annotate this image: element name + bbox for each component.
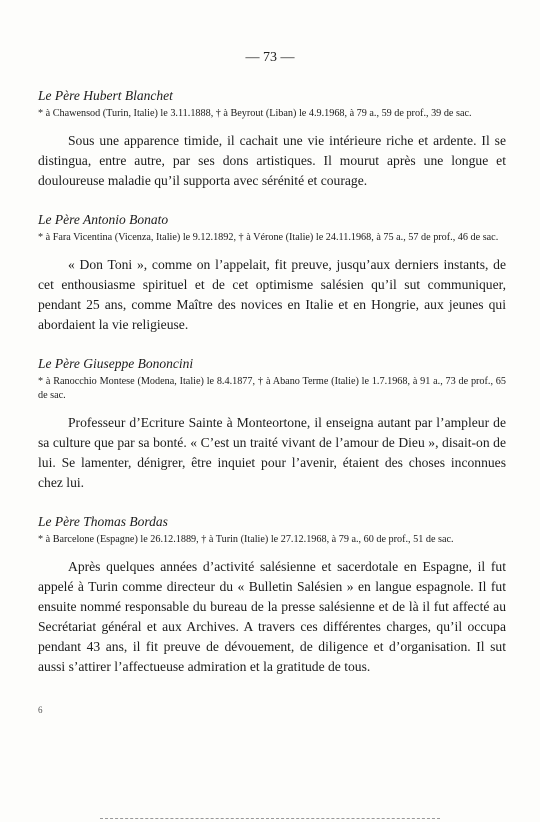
entry-bio: « Don Toni », comme on l’appelait, fit preuve, jusqu’aux derniers instants, de cet enthousiasme spirituel et de cet optimisme salésien qu’il sut communiquer, pendant 25 ans, comme Maître des novices en Italie et en Hongrie, aux jeunes qui abordaient la vie religieuse. [38, 257, 506, 332]
page-number: — 73 — [245, 50, 295, 65]
entry-dates: * à Barcelone (Espagne) le 26.12.1889, † à Turin (Italie) le 27.12.1968, à 79 a., 60 de prof., 51 de sac. [38, 534, 454, 545]
entry-bio: Après quelques années d’activité salésienne et sacerdotale en Espagne, il fut appelé à Turin comme directeur du « Bulletin Salésien » en langue espagnole. Il fut ensuite nommé responsable du bureau de la presse salésienne et de là il fut affecté au Secrétariat général et aux Archives. A travers ces différentes charges, qu’il occupa pendant 43 ans, il fit preuve de dévouement, de diligence et d’organisation. Il sut aussi s’attirer l’affectueuse admiration et la gratitude de tous. [38, 559, 506, 674]
signature-mark: 6 [38, 705, 43, 715]
entry-name: Le Père Thomas Bordas [38, 514, 168, 529]
entry-dates: * à Ranocchio Montese (Modena, Italie) le 8.4.1877, † à Abano Terme (Italie) le 1.7.1968, à 91 a., 73 de prof., 65 de sac. [38, 376, 506, 401]
entry-name: Le Père Giuseppe Bononcini [38, 356, 194, 371]
entry-dates: * à Fara Vicentina (Vicenza, Italie) le 9.12.1892, † à Vérone (Italie) le 24.11.1968, à 75 a., 57 de prof., 46 de sac. [38, 232, 499, 243]
obituary-entry-bonato [38, 212, 506, 335]
obituary-list [38, 88, 506, 698]
entry-name: Le Père Antonio Bonato [38, 212, 169, 227]
page-bottom-rule [100, 818, 440, 819]
obituary-entry-bononcini [38, 356, 506, 493]
entry-name: Le Père Hubert Blanchet [38, 88, 173, 103]
entry-bio: Sous une apparence timide, il cachait une vie intérieure riche et ardente. Il se distingua, entre autre, par ses dons artistiques. Il mourut après une longue et douloureuse maladie qu’il supporta avec sérénité et courage. [38, 133, 506, 188]
obituary-entry-bordas [38, 514, 506, 677]
entry-bio: Professeur d’Ecriture Sainte à Monteortone, il enseigna autant par l’ampleur de sa culture que par sa bonté. « C’est un traité vivant de l’amour de Dieu », disait-on de lui. Se lamenter, dénigrer, être inquiet pour l’avenir, étaient des choses inconnues chez lui. [38, 415, 506, 490]
entry-dates: * à Chawensod (Turin, Italie) le 3.11.1888, † à Beyrout (Liban) le 4.9.1968, à 79 a., 59 de prof., 39 de sac. [38, 108, 472, 119]
obituary-entry-blanchet [38, 88, 506, 191]
